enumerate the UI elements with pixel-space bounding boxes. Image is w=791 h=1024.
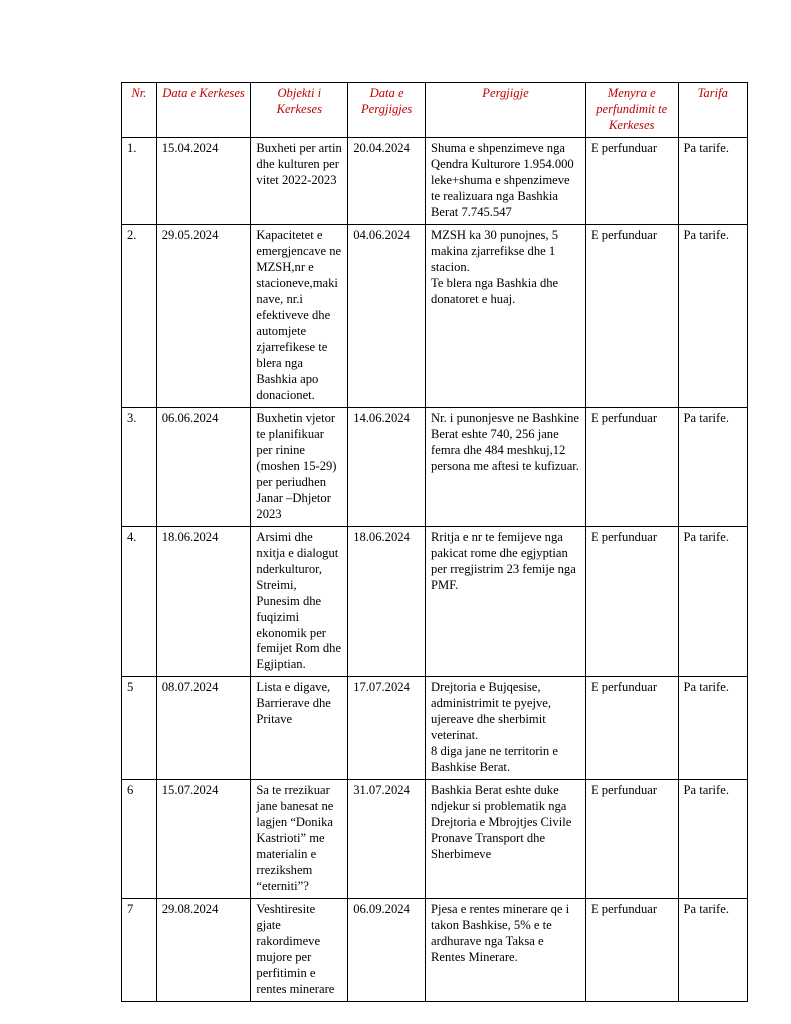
cell-data-kerkeses: 15.07.2024 xyxy=(156,780,251,899)
cell-data-pergjigjes: 18.06.2024 xyxy=(348,526,426,677)
cell-objekti: Kapacitetet e emergjencave ne MZSH,nr e stacioneve,maki nave, nr.i efektiveve dhe automjete zjarrefikese te blera nga Bashkia apo donacionet. xyxy=(251,224,348,407)
cell-data-kerkeses: 08.07.2024 xyxy=(156,677,251,780)
cell-menyra: E perfunduar xyxy=(585,137,678,224)
cell-data-pergjigjes: 31.07.2024 xyxy=(348,780,426,899)
cell-data-kerkeses: 18.06.2024 xyxy=(156,526,251,677)
cell-data-pergjigjes: 14.06.2024 xyxy=(348,407,426,526)
cell-tarifa: Pa tarife. xyxy=(678,137,747,224)
cell-objekti: Arsimi dhe nxitja e dialogut nderkulturor, Streimi, Punesim dhe fuqizimi ekonomik per femijet Rom dhe Egjiptian. xyxy=(251,526,348,677)
cell-pergjigje: Bashkia Berat eshte duke ndjekur si problematik nga Drejtoria e Mbrojtjes Civile Pronave Transport dhe Sherbimeve xyxy=(426,780,586,899)
cell-objekti: Buxhetin vjetor te planifikuar per rinine (moshen 15-29) per periudhen Janar –Dhjetor 2023 xyxy=(251,407,348,526)
cell-nr: 1. xyxy=(122,137,157,224)
cell-objekti: Lista e digave, Barrierave dhe Pritave xyxy=(251,677,348,780)
column-header-objekti: Objekti i Kerkeses xyxy=(251,83,348,138)
column-header-data-pergjigjes: Data e Pergjigjes xyxy=(348,83,426,138)
cell-tarifa: Pa tarife. xyxy=(678,780,747,899)
cell-menyra: E perfunduar xyxy=(585,677,678,780)
cell-menyra: E perfunduar xyxy=(585,224,678,407)
cell-data-kerkeses: 29.08.2024 xyxy=(156,899,251,1002)
table-header xyxy=(122,83,748,138)
cell-data-pergjigjes: 17.07.2024 xyxy=(348,677,426,780)
column-header-nr: Nr. xyxy=(122,83,157,138)
cell-tarifa: Pa tarife. xyxy=(678,224,747,407)
cell-menyra: E perfunduar xyxy=(585,899,678,1002)
table-row xyxy=(122,224,748,407)
cell-objekti: Buxheti per artin dhe kulturen per vitet 2022-2023 xyxy=(251,137,348,224)
cell-objekti: Sa te rrezikuar jane banesat ne lagjen “Donika Kastrioti” me materialin e rrezikshem “eterniti”? xyxy=(251,780,348,899)
cell-tarifa: Pa tarife. xyxy=(678,677,747,780)
cell-pergjigje: Nr. i punonjesve ne Bashkine Berat eshte 740, 256 jane femra dhe 484 meshkuj,12 persona me aftesi te kufizuar. xyxy=(426,407,586,526)
cell-tarifa: Pa tarife. xyxy=(678,899,747,1002)
cell-data-pergjigjes: 04.06.2024 xyxy=(348,224,426,407)
cell-nr: 6 xyxy=(122,780,157,899)
cell-nr: 3. xyxy=(122,407,157,526)
table-header-row xyxy=(122,83,748,138)
table-row xyxy=(122,407,748,526)
table-row xyxy=(122,677,748,780)
column-header-menyra: Menyra e perfundimit te Kerkeses xyxy=(585,83,678,138)
cell-menyra: E perfunduar xyxy=(585,780,678,899)
cell-objekti: Veshtiresite gjate rakordimeve mujore per perfitimin e rentes minerare xyxy=(251,899,348,1002)
table-row xyxy=(122,780,748,899)
cell-tarifa: Pa tarife. xyxy=(678,407,747,526)
cell-data-pergjigjes: 20.04.2024 xyxy=(348,137,426,224)
column-header-tarifa: Tarifa xyxy=(678,83,747,138)
table-row xyxy=(122,137,748,224)
cell-menyra: E perfunduar xyxy=(585,407,678,526)
cell-pergjigje: Shuma e shpenzimeve nga Qendra Kulturore 1.954.000 leke+shuma e shpenzimeve te realizuara nga Bashkia Berat 7.745.547 xyxy=(426,137,586,224)
table-row xyxy=(122,899,748,1002)
cell-nr: 4. xyxy=(122,526,157,677)
column-header-pergjigje: Pergjigje xyxy=(426,83,586,138)
cell-pergjigje: Rritja e nr te femijeve nga pakicat rome dhe egjyptian per rregjistrim 23 femije nga PMF. xyxy=(426,526,586,677)
cell-tarifa: Pa tarife. xyxy=(678,526,747,677)
cell-pergjigje: MZSH ka 30 punojnes, 5 makina zjarrefikse dhe 1 stacion. Te blera nga Bashkia dhe donatoret e huaj. xyxy=(426,224,586,407)
cell-nr: 7 xyxy=(122,899,157,1002)
cell-nr: 5 xyxy=(122,677,157,780)
cell-pergjigje: Drejtoria e Bujqesise, administrimit te pyejve, ujereave dhe sherbimit veterinat. 8 diga jane ne territorin e Bashkise Berat. xyxy=(426,677,586,780)
table-body xyxy=(122,137,748,1001)
cell-menyra: E perfunduar xyxy=(585,526,678,677)
cell-data-kerkeses: 15.04.2024 xyxy=(156,137,251,224)
requests-table xyxy=(121,82,748,1002)
cell-pergjigje: Pjesa e rentes minerare qe i takon Bashkise, 5% e te ardhurave nga Taksa e Rentes Minerare. xyxy=(426,899,586,1002)
cell-data-kerkeses: 06.06.2024 xyxy=(156,407,251,526)
cell-data-kerkeses: 29.05.2024 xyxy=(156,224,251,407)
table-row xyxy=(122,526,748,677)
column-header-data-kerkeses: Data e Kerkeses xyxy=(156,83,251,138)
cell-nr: 2. xyxy=(122,224,157,407)
cell-data-pergjigjes: 06.09.2024 xyxy=(348,899,426,1002)
